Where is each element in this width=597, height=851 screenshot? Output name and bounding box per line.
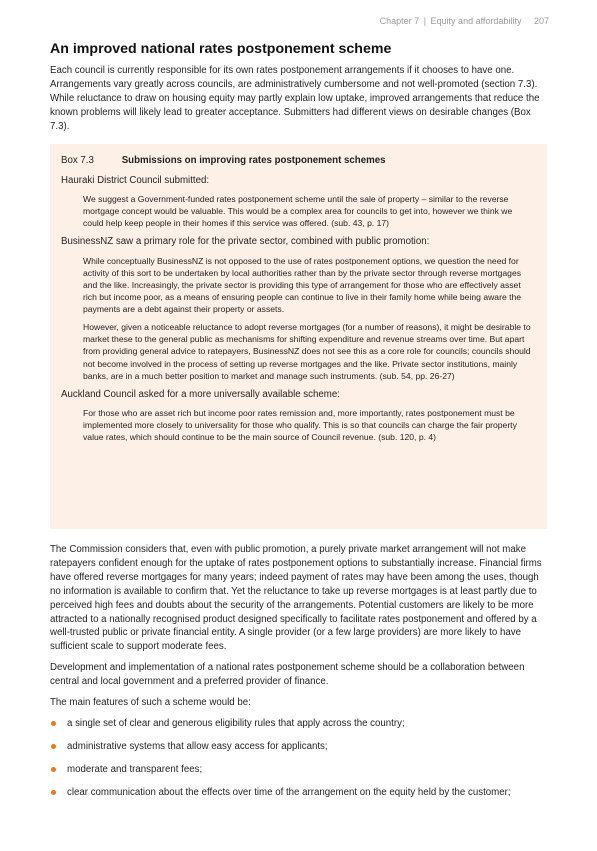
speaker-auckland: Auckland Council asked for a more universally available scheme: xyxy=(61,388,340,400)
list-item xyxy=(50,740,547,754)
collaboration-paragraph: Development and implementation of a national rates postponement scheme should be a collaboration between central and local government and a preferred provider of finance. xyxy=(50,662,525,688)
speaker-hauraki: Hauraki District Council submitted: xyxy=(61,174,210,186)
quote-hauraki: We suggest a Government-funded rates postponement scheme until the sale of property – similar to the reverse mortgage concept would be valuable. This would be a complex area for councils to get into, however we think we could help keep people in their homes if this service was offered. (sub. 43, p. 17) xyxy=(83,194,513,229)
running-header xyxy=(380,16,549,26)
features-list xyxy=(50,717,547,800)
bullet-icon xyxy=(51,744,56,749)
box-header xyxy=(61,154,535,168)
body-text xyxy=(50,543,547,809)
header-separator: | xyxy=(423,16,427,26)
submissions-box xyxy=(50,144,547,529)
list-item-text: clear communication about the effects over time of the arrangement on the equity held by the customer; xyxy=(67,786,511,798)
quote-auckland: For those who are asset rich but income poor rates remission and, more importantly, rates postponement must be implemented more closely to universality for those who qualify. This is so that councils can charge the fair property value rates, which should continue to be the main source of Council revenue. (sub. 120, p. 4) xyxy=(83,408,517,443)
features-intro: The main features of such a scheme would be: xyxy=(50,697,251,709)
intro-block xyxy=(50,64,547,134)
chapter-label: Chapter 7 xyxy=(379,16,420,26)
quote-businessnz-2: However, given a noticeable reluctance to adopt reverse mortgages (for a number of reasons), it might be desirable to market these to the general public as mechanisms for shifting expenditure and revenue streams over time. But apart from providing general advice to ratepayers, BusinessNZ does not see this as a core role for councils; councils should not become involved in the process of setting up reverse mortgages and the like. Private sector institutions, mainly banks, are in a much better position to market and manage such instruments. (sub. 54, pp. 26-27) xyxy=(83,322,531,381)
box-number: Box 7.3 xyxy=(61,155,94,166)
commission-paragraph: The Commission considers that, even with public promotion, a purely private market arrangement will not make ratepayers confident enough for the uptake of rates postponement options to substantially increase. Financial firms have offered reverse mortgages for many years; indeed payment of rates may have been among the uses, though no information is available to confirm that. Yet the reluctance to take up reverse mortgages is at least partly due to perceived high fees and doubts about the security of the arrangements. Potential customers are likely to be more attracted to a nationally recognised product designed specifically to facilitate rates postponement and offered by a well-trusted public or private financial entity. A single provider (or a few large providers) are more likely to have sufficient scale to support moderate fees. xyxy=(50,544,542,653)
intro-paragraph: Each council is currently responsible for its own rates postponement arrangements if it chooses to have one. Arrangements vary greatly across councils, are administratively cumbersome and not well-promoted (section 7.3). While reluctance to draw on housing equity may partly explain low uptake, improved arrangements that reduce the known problems will likely lead to greater acceptance. Submitters had different views on desirable changes (Box 7.3). xyxy=(50,65,540,132)
list-item xyxy=(50,786,547,800)
list-item-text: moderate and transparent fees; xyxy=(67,763,203,775)
list-item xyxy=(50,717,547,731)
bullet-icon xyxy=(51,767,56,772)
page-number: 207 xyxy=(533,16,549,26)
list-item-text: administrative systems that allow easy access for applicants; xyxy=(67,740,328,752)
box-title: Submissions on improving rates postponement schemes xyxy=(121,155,386,166)
list-item xyxy=(50,763,547,777)
section-heading: An improved national rates postponement scheme xyxy=(50,41,392,57)
list-item-text: a single set of clear and generous eligibility rules that apply across the country; xyxy=(67,717,405,729)
section-label: Equity and affordability xyxy=(430,16,522,26)
bullet-icon xyxy=(51,721,56,726)
quote-businessnz-1: While conceptually BusinessNZ is not opposed to the use of rates postponement options, we question the need for activity of this sort to be undertaken by local authorities rather than by the private sector through reverse mortgages and the like. Increasingly, the private sector is providing this type of arrangement for those who are effectively asset rich but income poor, as a means of ensuring people can continue to live in their family home while being aware the payments are a debt against their property or assets. xyxy=(83,255,522,315)
bullet-icon xyxy=(51,790,56,795)
speaker-businessnz: BusinessNZ saw a primary role for the private sector, combined with public promotion: xyxy=(61,236,430,248)
